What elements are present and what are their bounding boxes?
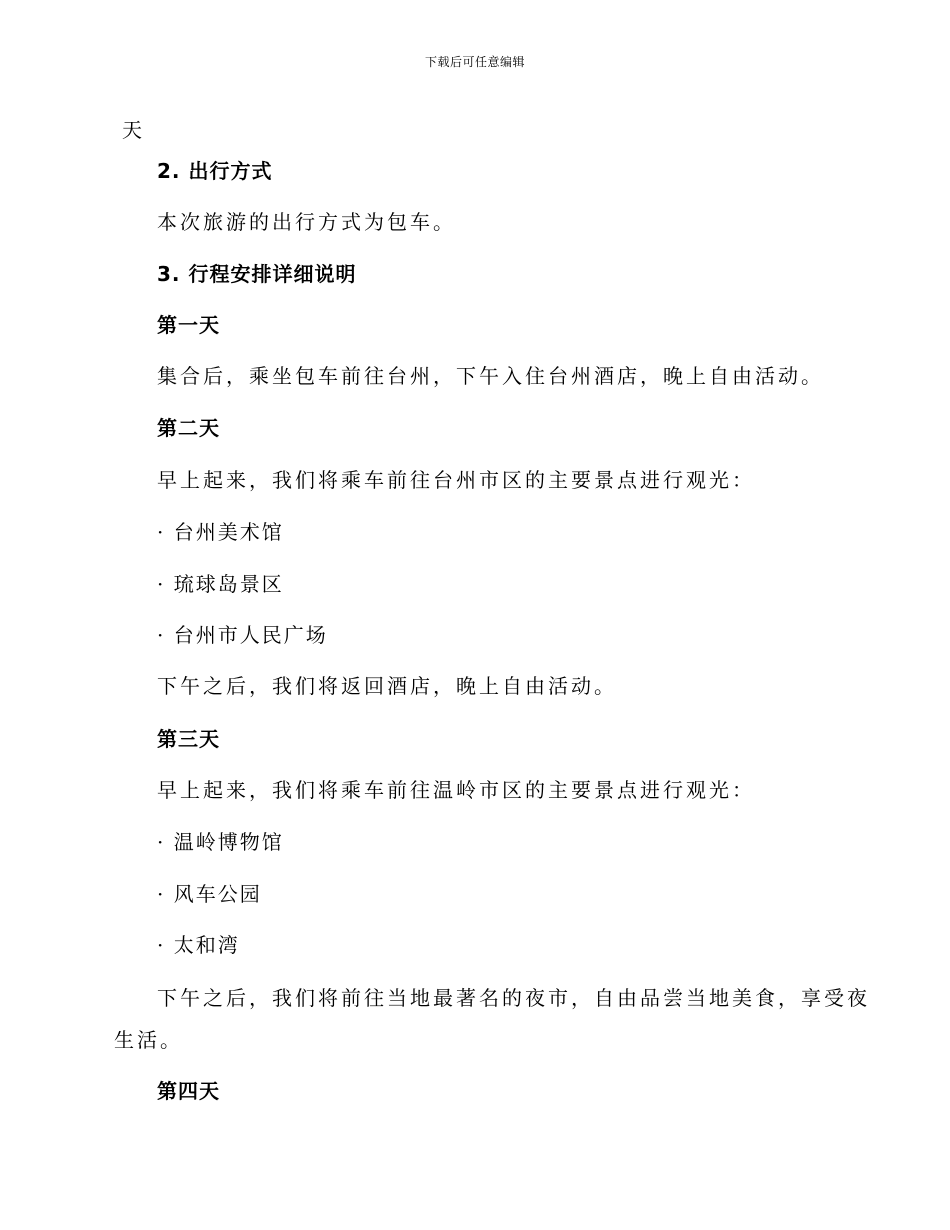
list-item: · 琉球岛景区 xyxy=(157,572,284,596)
list-item: · 台州市人民广场 xyxy=(157,623,328,647)
section-heading-travel-mode: 2. 出行方式 xyxy=(157,159,273,183)
day4-heading: 第四天 xyxy=(157,1079,220,1103)
day1-heading: 第一天 xyxy=(157,313,220,337)
continued-text-fragment: 天 xyxy=(122,118,145,142)
section-heading-itinerary: 3. 行程安排详细说明 xyxy=(157,262,357,286)
day2-intro: 早上起来，我们将乘车前往台州市区的主要景点进行观光： xyxy=(157,468,755,492)
list-item: · 温岭博物馆 xyxy=(157,830,284,854)
list-item: · 太和湾 xyxy=(157,933,240,957)
day3-heading: 第三天 xyxy=(157,727,220,751)
page-header: 下载后可任意编辑 xyxy=(424,55,525,69)
list-item: · 台州美术馆 xyxy=(157,520,284,544)
day3-outro-line1: 下午之后，我们将前往当地最著名的夜市，自由品尝当地美食，享受夜 xyxy=(157,986,870,1010)
paragraph-travel-mode: 本次旅游的出行方式为包车。 xyxy=(157,210,456,234)
day3-intro: 早上起来，我们将乘车前往温岭市区的主要景点进行观光： xyxy=(157,778,755,802)
day1-paragraph: 集合后，乘坐包车前往台州，下午入住台州酒店，晚上自由活动。 xyxy=(157,364,824,388)
day2-heading: 第二天 xyxy=(157,416,220,440)
list-item: · 风车公园 xyxy=(157,882,262,906)
day2-outro: 下午之后，我们将返回酒店，晚上自由活动。 xyxy=(157,674,617,698)
day3-outro-line2: 生活。 xyxy=(114,1028,183,1052)
